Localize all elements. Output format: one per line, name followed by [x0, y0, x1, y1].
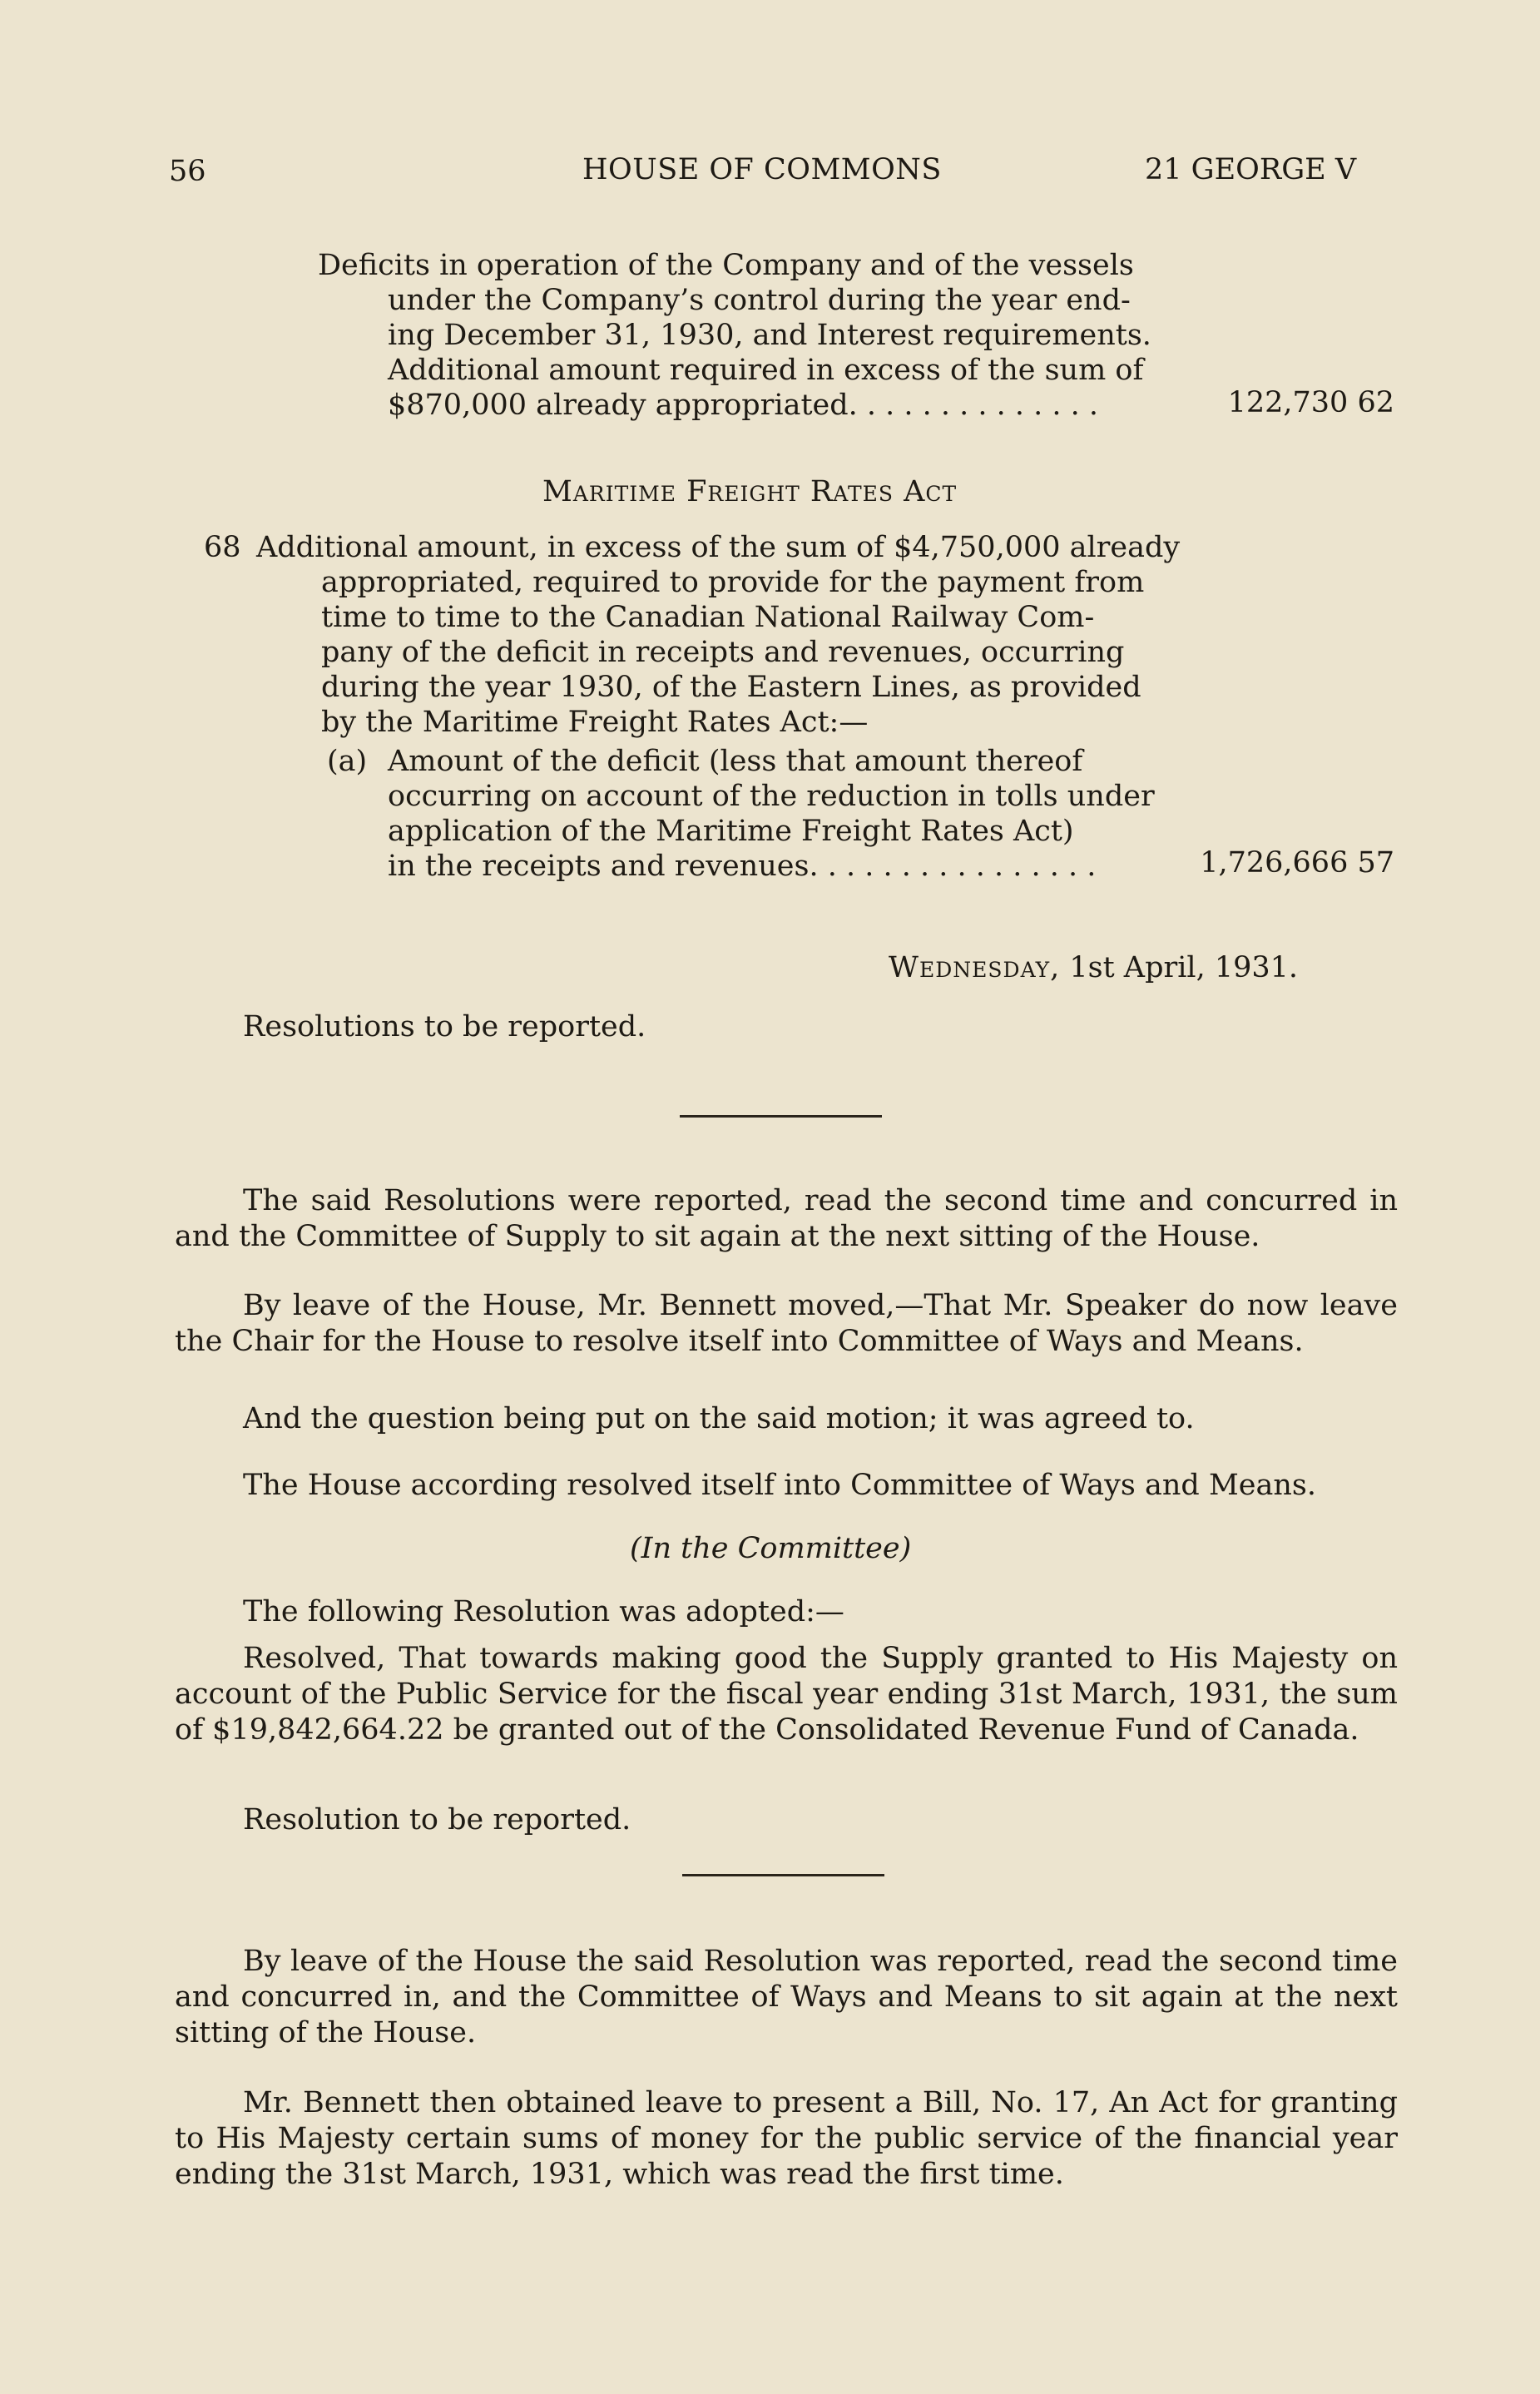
- section-divider: [680, 1115, 882, 1118]
- paragraph-bennett-motion: By leave of the House, Mr. Bennett moved,—That Mr. Speaker do now leave the Chair for the House to resolve itself into Committee of Ways and Means.: [175, 1289, 1398, 1358]
- item1-line: Additional amount required in excess of the sum of: [388, 354, 1144, 387]
- item68-line: time to time to the Canadian National Railway Com-: [321, 601, 1095, 634]
- in-committee-heading: (In the Committee): [630, 1532, 912, 1565]
- item68-number: 68: [204, 531, 241, 564]
- running-session: 21 GEORGE V: [1145, 153, 1357, 186]
- item1-line: $870,000 already appropriated. . . . . . . . . . . . . .: [388, 389, 1099, 422]
- paragraph-resolution-adopted: The following Resolution was adopted:—: [243, 1595, 844, 1628]
- item68-sub-label: (a): [327, 745, 368, 778]
- paragraph-resolution-reported: By leave of the House the said Resolution was reported, read the second time and concurred in, and the Committee of Ways and Means to sit again at the next sitting of the House.: [175, 1945, 1398, 2050]
- paragraph-resolutions-concurred: The said Resolutions were reported, read the second time and concurred in and the Committee of Supply to sit again at the next sitting of the House.: [175, 1184, 1398, 1253]
- item68-sub-line: application of the Maritime Freight Rates Act): [388, 815, 1074, 848]
- paragraph-question-agreed: And the question being put on the said motion; it was agreed to.: [243, 1402, 1195, 1435]
- paragraph-bill-no-17: Mr. Bennett then obtained leave to present a Bill, No. 17, An Act for granting to His Majesty certain sums of money for the public service of the financial year ending the 31st March, 1931, which was read the first time.: [175, 2086, 1398, 2191]
- item68-sub-line: in the receipts and revenues. . . . . . . . . . . . . . . .: [388, 850, 1097, 883]
- section-heading: Maritime Freight Rates Act: [542, 475, 958, 508]
- item68-line: by the Maritime Freight Rates Act:—: [321, 706, 869, 739]
- item68-line: Additional amount, in excess of the sum of $4,750,000 already: [256, 531, 1181, 564]
- resolutions-reported: Resolutions to be reported.: [243, 1010, 646, 1043]
- item68-amount: 1,726,666 57: [1200, 846, 1394, 880]
- section-divider: [682, 1874, 884, 1876]
- page-number: 56: [169, 155, 206, 188]
- paragraph-house-resolved: The House according resolved itself into Committee of Ways and Means.: [243, 1469, 1316, 1502]
- running-title: HOUSE OF COMMONS: [582, 153, 942, 186]
- item68-line: appropriated, required to provide for the payment from: [321, 566, 1145, 599]
- item1-line: Deficits in operation of the Company and of the vessels: [318, 249, 1134, 282]
- item68-line: during the year 1930, of the Eastern Lines, as provided: [321, 671, 1141, 704]
- paragraph-resolution-to-be-reported: Resolution to be reported.: [243, 1803, 631, 1836]
- item68-line: pany of the deficit in receipts and revenues, occurring: [321, 636, 1125, 669]
- dateline: [889, 950, 1298, 985]
- dateline-day: Wednesday,: [889, 951, 1061, 984]
- item68-sub-line: Amount of the deficit (less that amount thereof: [388, 745, 1083, 778]
- item1-amount: 122,730 62: [1227, 386, 1394, 419]
- item68-sub-line: occurring on account of the reduction in tolls under: [388, 780, 1155, 813]
- item1-line: ing December 31, 1930, and Interest requirements.: [388, 319, 1151, 352]
- dateline-date: 1st April, 1931.: [1069, 951, 1299, 984]
- paragraph-resolved: Resolved, That towards making good the Supply granted to His Majesty on account of the Public Service for the fiscal year ending 31st March, 1931, the sum of $19,842,664.22 be granted out of the Consolidated Revenue Fund of Canada.: [175, 1642, 1398, 1747]
- item1-line: under the Company’s control during the year end-: [388, 284, 1131, 317]
